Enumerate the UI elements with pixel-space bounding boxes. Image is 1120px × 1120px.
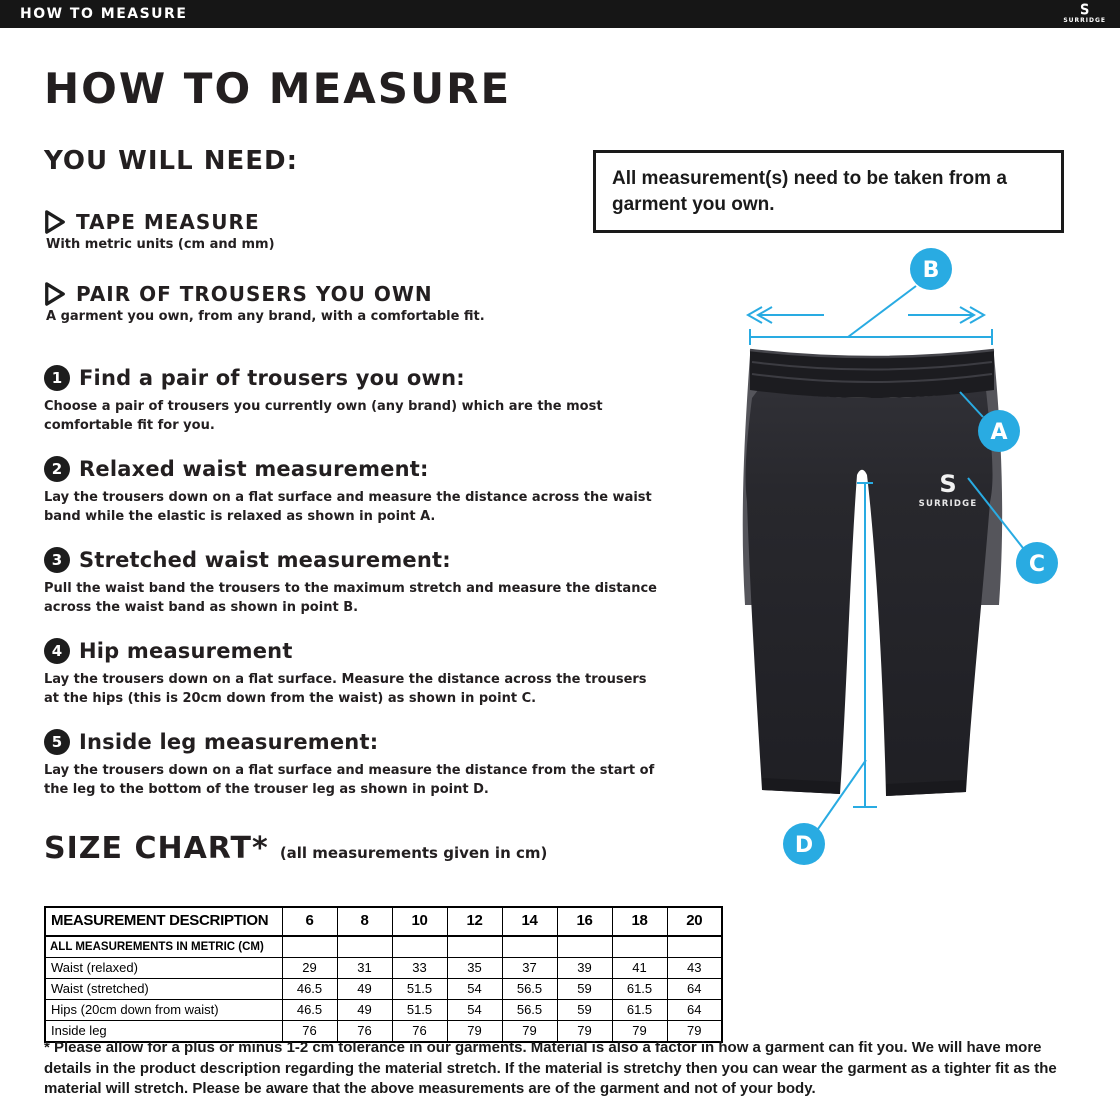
measurement-note-box: All measurement(s) need to be taken from a garment you own. (593, 150, 1064, 233)
col-header: 18 (612, 907, 667, 936)
point-b-badge (910, 248, 952, 290)
cell: 37 (502, 958, 557, 979)
step-1 (44, 365, 659, 436)
cell: 39 (557, 958, 612, 979)
table-row (45, 979, 722, 1000)
cell: 79 (447, 1021, 502, 1043)
surridge-logo (1063, 1, 1120, 24)
col-header: MEASUREMENT DESCRIPTION (45, 907, 282, 936)
svg-text:SURRIDGE: SURRIDGE (918, 499, 978, 509)
cell: 35 (447, 958, 502, 979)
cell: 33 (392, 958, 447, 979)
trousers-measurement-diagram (700, 240, 1120, 880)
cell: 79 (557, 1021, 612, 1043)
cell: 76 (392, 1021, 447, 1043)
tolerance-footnote: * Please allow for a plus or minus 1-2 cm tolerance in our garments. Material is also a factor in how a garment can fit you. We will have more details in the product description regarding the material stretch. If the material is stretchy then you can wear the garment as a tighter fit as the material will stretch. Please be aware that the above measurements are of the garment and not of your body. (44, 1039, 1057, 1098)
cell: 61.5 (612, 979, 667, 1000)
tool-item-trousers (44, 282, 485, 324)
table-row (45, 1000, 722, 1021)
step-body: Choose a pair of trousers you currently own (any brand) which are the most comfortable fit for you. (44, 399, 603, 433)
step-body: Lay the trousers down on a flat surface and measure the distance from the start of the leg to the bottom of the trouser leg as shown in point D. (44, 763, 655, 797)
cell: 51.5 (392, 1000, 447, 1021)
cell: 56.5 (502, 979, 557, 1000)
cell: 59 (557, 979, 612, 1000)
trousers-illustration (700, 240, 1120, 880)
size-chart-table (44, 906, 723, 1043)
step-number-badge: 3 (44, 547, 70, 573)
cell: 31 (337, 958, 392, 979)
cell: 46.5 (282, 1000, 337, 1021)
tool-item-tape-measure (44, 210, 275, 252)
col-header: 16 (557, 907, 612, 936)
cell: 59 (557, 1000, 612, 1021)
cell: 76 (337, 1021, 392, 1043)
cell: 79 (502, 1021, 557, 1043)
step-title: Stretched waist measurement: (79, 548, 451, 572)
svg-text:C: C (1028, 552, 1046, 577)
cell: 41 (612, 958, 667, 979)
step-number-badge: 5 (44, 729, 70, 755)
svg-text:D: D (794, 833, 814, 858)
row-label: Waist (stretched) (45, 979, 282, 1000)
size-chart-heading (44, 831, 547, 866)
cell: 64 (667, 979, 722, 1000)
svg-text:A: A (990, 420, 1008, 445)
cell: 51.5 (392, 979, 447, 1000)
metric-note: ALL MEASUREMENTS IN METRIC (CM) (45, 936, 282, 958)
step-number-badge: 1 (44, 365, 70, 391)
page-title: HOW TO MEASURE (44, 64, 512, 113)
table-header-row (45, 907, 722, 936)
top-bar (0, 0, 1120, 28)
col-header: 20 (667, 907, 722, 936)
you-will-need-heading: YOU WILL NEED: (44, 146, 298, 176)
trousers-body (746, 390, 993, 796)
top-bar-title: HOW TO MEASURE (20, 6, 188, 22)
point-a-badge (978, 410, 1020, 452)
step-body: Lay the trousers down on a flat surface and measure the distance across the waist band while the elastic is relaxed as shown in point A. (44, 490, 652, 524)
tool-title: PAIR OF TROUSERS YOU OWN (76, 282, 433, 306)
cell: 49 (337, 1000, 392, 1021)
step-5 (44, 729, 659, 800)
metric-note-row (45, 936, 722, 958)
cell: 56.5 (502, 1000, 557, 1021)
cell: 49 (337, 979, 392, 1000)
col-header: 10 (392, 907, 447, 936)
row-label: Inside leg (45, 1021, 282, 1043)
cell: 46.5 (282, 979, 337, 1000)
tool-subtitle: With metric units (cm and mm) (46, 237, 275, 252)
size-chart-subtitle: (all measurements given in cm) (279, 844, 548, 862)
point-c-badge (1016, 542, 1058, 584)
table-row (45, 958, 722, 979)
cell: 43 (667, 958, 722, 979)
row-label: Waist (relaxed) (45, 958, 282, 979)
cell: 54 (447, 1000, 502, 1021)
play-triangle-icon (44, 210, 66, 234)
col-header: 6 (282, 907, 337, 936)
step-2 (44, 456, 659, 527)
cell: 79 (667, 1021, 722, 1043)
play-triangle-icon (44, 282, 66, 306)
surridge-s-icon: S (1079, 1, 1090, 20)
svg-text:B: B (922, 258, 940, 283)
waistband (750, 350, 994, 398)
step-title: Relaxed waist measurement: (79, 457, 429, 481)
step-3 (44, 547, 659, 618)
step-number-badge: 4 (44, 638, 70, 664)
col-header: 12 (447, 907, 502, 936)
surridge-wordmark: SURRIDGE (1063, 17, 1106, 24)
col-header: 8 (337, 907, 392, 936)
step-title: Hip measurement (79, 639, 293, 663)
svg-text:S: S (939, 470, 957, 498)
tool-subtitle: A garment you own, from any brand, with a comfortable fit. (46, 309, 485, 324)
cell: 79 (612, 1021, 667, 1043)
cell: 64 (667, 1000, 722, 1021)
step-number-badge: 2 (44, 456, 70, 482)
cell: 76 (282, 1021, 337, 1043)
step-title: Find a pair of trousers you own: (79, 366, 465, 390)
step-body: Pull the waist band the trousers to the maximum stretch and measure the distance across the waist band as shown in point B. (44, 581, 657, 615)
cell: 29 (282, 958, 337, 979)
point-d-badge (783, 823, 825, 865)
cell: 54 (447, 979, 502, 1000)
col-header: 14 (502, 907, 557, 936)
leader-b (848, 286, 916, 337)
step-title: Inside leg measurement: (79, 730, 379, 754)
row-label: Hips (20cm down from waist) (45, 1000, 282, 1021)
step-4 (44, 638, 659, 709)
tool-title: TAPE MEASURE (76, 210, 260, 234)
size-chart-title: SIZE CHART* (44, 831, 269, 866)
cell: 61.5 (612, 1000, 667, 1021)
step-body: Lay the trousers down on a flat surface. Measure the distance across the trousers at the hips (this is 20cm down from the waist) as shown in point C. (44, 672, 647, 706)
